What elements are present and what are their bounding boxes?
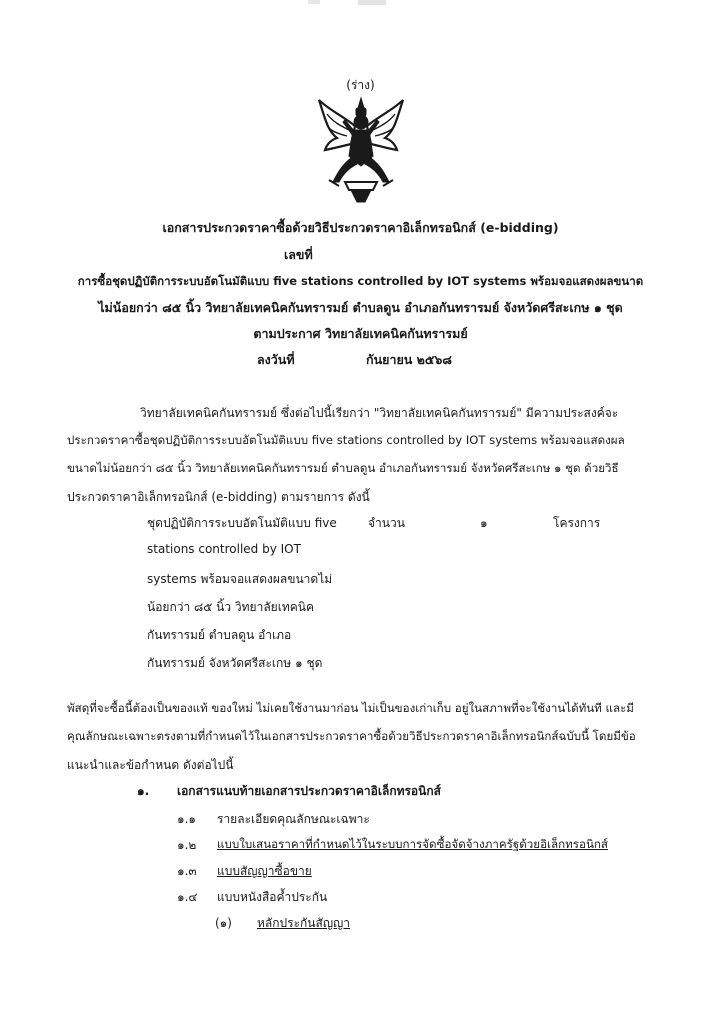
header-line-4: ไม่น้อยกว่า ๘๕ นิ้ว วิทยาลัยเทคนิคกันทรารมย์ ตำบลดูน อำเภอกันทรารมย์ จังหวัดศรีสะเกษ ๑ ชุด — [98, 300, 623, 315]
header-line-5: ตามประกาศ วิทยาลัยเทคนิคกันทรารมย์ — [253, 326, 468, 341]
section-1-4-number: ๑.๔ — [177, 890, 198, 904]
item-description-line-1: ชุดปฏิบัติการระบบอัตโนมัติแบบ five — [147, 516, 337, 530]
item-description-line-4: น้อยกว่า ๘๕ นิ้ว วิทยาลัยเทคนิค — [147, 600, 314, 614]
conditions-line-2: คุณลักษณะเฉพาะตรงตามที่กำหนดไว้ในเอกสารประกวดราคาซื้อด้วยวิธีประกวดราคาอิเล็กทรอนิกส์ฉบับนี้ โดยมีข้อ — [67, 729, 636, 743]
conditions-line-1: พัสดุที่จะซื้อนี้ต้องเป็นของแท้ ของใหม่ ไม่เคยใช้งานมาก่อน ไม่เป็นของเก่าเก็บ อยู่ในสภาพที่จะใช้งานได้ทันที และมี — [67, 701, 634, 715]
scan-smudge — [300, 0, 420, 10]
header-line-1: เอกสารประกวดราคาซื้อด้วยวิธีประกวดราคาอิเล็กทรอนิกส์ (e-bidding) — [162, 220, 559, 235]
section-1-3-link[interactable]: แบบสัญญาซื้อขาย — [217, 864, 312, 878]
item-quantity-label: จำนวน — [368, 516, 405, 530]
intro-line-2: ประกวดราคาซื้อชุดปฏิบัติการระบบอัตโนมัติแบบ five stations controlled by IOT systems พร้อมจอแสดงผล — [67, 433, 625, 447]
header-date-value: กันยายน ๒๕๖๘ — [366, 352, 452, 367]
section-1-2-link[interactable]: แบบใบเสนอราคาที่กำหนดไว้ในระบบการจัดซื้อจัดจ้างภาครัฐด้วยอิเล็กทรอนิกส์ — [217, 837, 608, 851]
section-1-4-label: แบบหนังสือค้ำประกัน — [217, 890, 328, 904]
item-description-line-5: กันทรารมย์ ตำบลดูน อำเภอ — [147, 628, 292, 642]
draft-label: (ร่าง) — [346, 78, 375, 92]
item-quantity-value: ๑ — [480, 516, 488, 530]
conditions-line-3: แนะนำและข้อกำหนด ดังต่อไปนี้ — [67, 758, 234, 772]
section-1-number: ๑. — [137, 784, 150, 798]
header-line-3: การซื้อชุดปฏิบัติการระบบอัตโนมัติแบบ five stations controlled by IOT systems พร้อมจอแสดงผลขนาด — [77, 274, 644, 288]
intro-line-4: ประกวดราคาอิเล็กทรอนิกส์ (e-bidding) ตามรายการ ดังนี้ — [67, 490, 370, 504]
section-1-2-number: ๑.๒ — [177, 838, 197, 852]
item-description-line-6: กันทรารมย์ จังหวัดศรีสะเกษ ๑ ชุด — [147, 656, 323, 670]
item-description-line-3: systems พร้อมจอแสดงผลขนาดไม่ — [147, 572, 333, 586]
header-doc-number-label: เลขที่ — [284, 247, 313, 262]
intro-line-1: วิทยาลัยเทคนิคกันทรารมย์ ซึ่งต่อไปนี้เรียกว่า "วิทยาลัยเทคนิคกันทรารมย์" มีความประสงค์จะ — [140, 406, 619, 420]
section-1-1-number: ๑.๑ — [177, 812, 197, 826]
section-1-title: เอกสารแนบท้ายเอกสารประกวดราคาอิเล็กทรอนิกส์ — [177, 784, 441, 798]
section-1-4-1-link[interactable]: หลักประกันสัญญา — [257, 916, 351, 930]
header-date-label: ลงวันที่ — [257, 352, 295, 367]
section-1-1-label: รายละเอียดคุณลักษณะเฉพาะ — [217, 812, 370, 826]
item-unit: โครงการ — [553, 516, 601, 530]
intro-line-3: ขนาดไม่น้อยกว่า ๘๕ นิ้ว วิทยาลัยเทคนิคกันทรารมย์ ตำบลดูน อำเภอกันทรารมย์ จังหวัดศรีสะเกษ ๑ ชุด ด้วยวิธี — [67, 461, 619, 475]
section-1-3-number: ๑.๓ — [177, 864, 197, 878]
section-1-4-1-number: (๑) — [215, 916, 232, 930]
item-description-line-2: stations controlled by IOT — [147, 542, 301, 556]
garuda-emblem-icon — [315, 96, 407, 206]
